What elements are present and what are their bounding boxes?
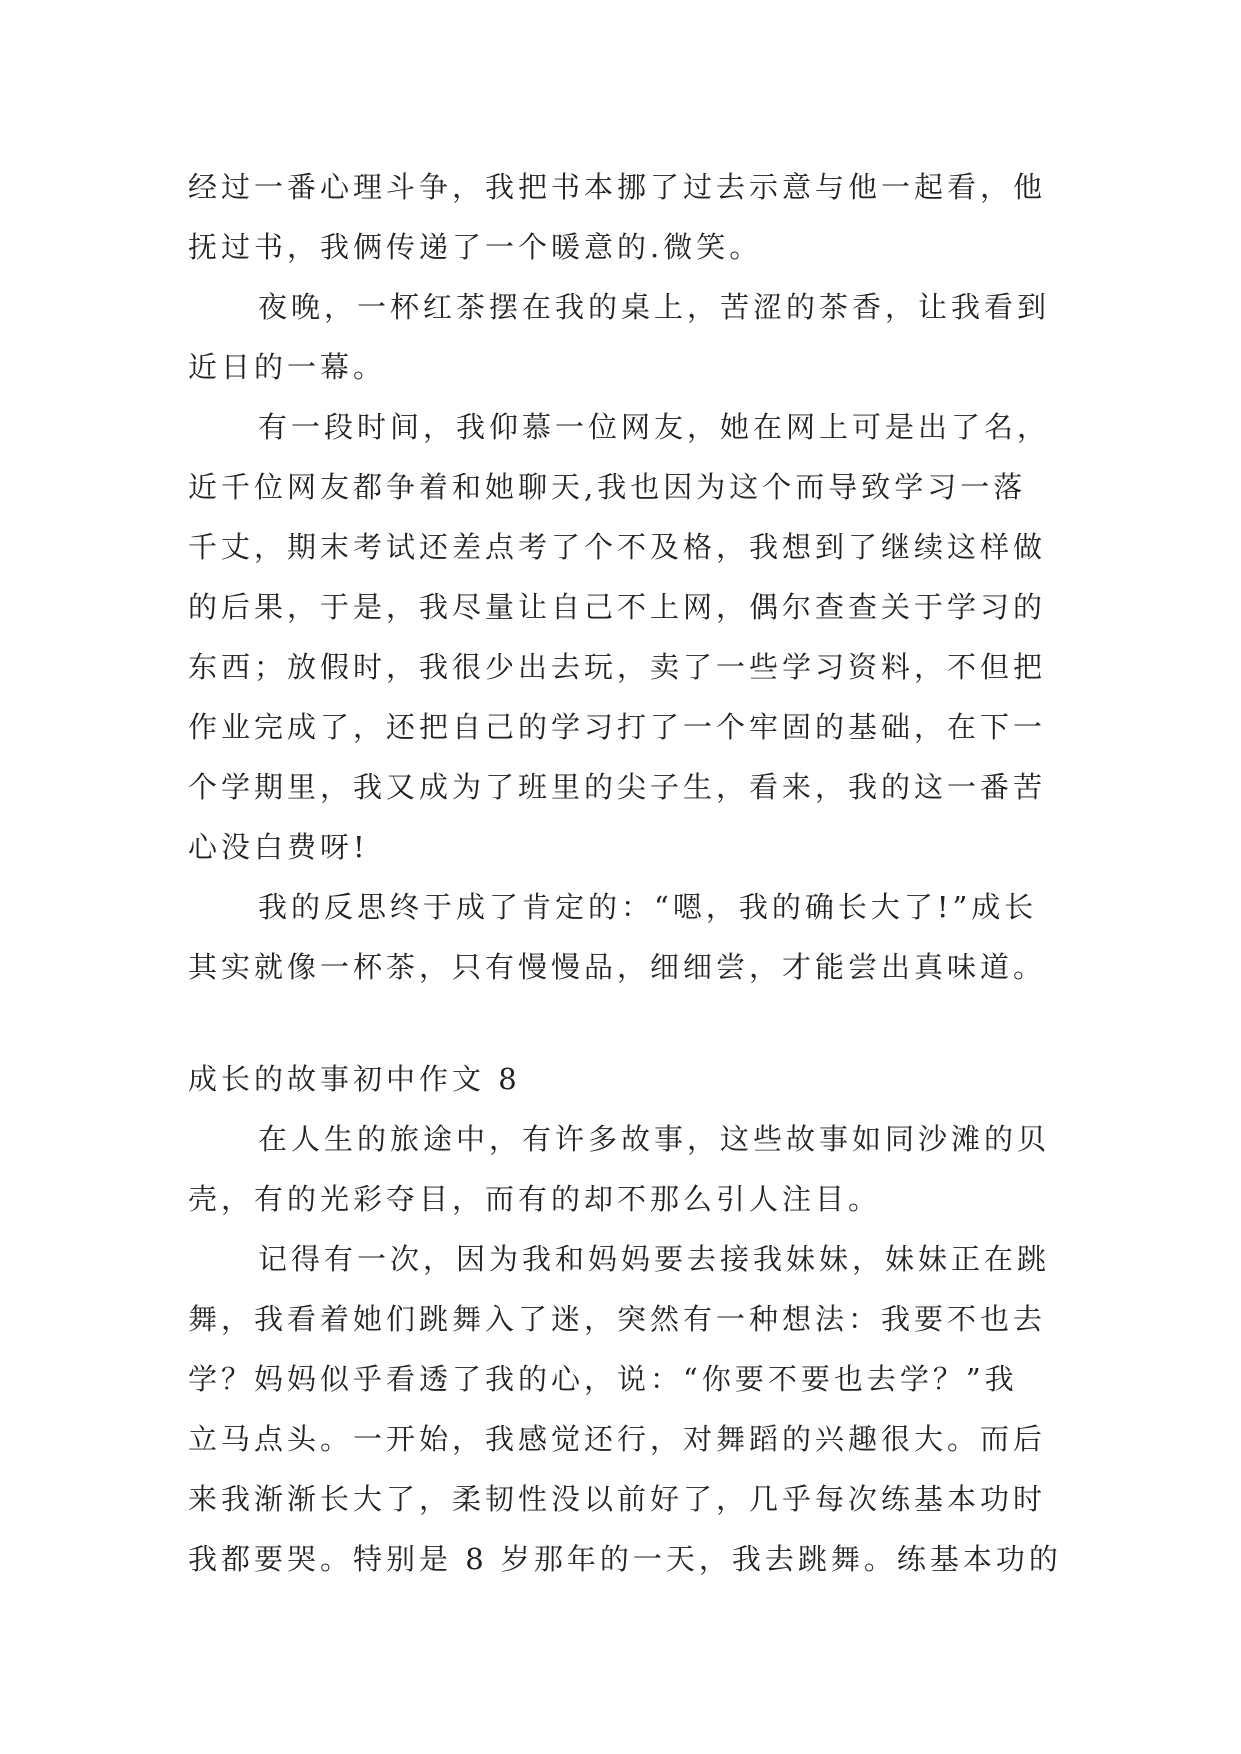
- text-line: 来我渐渐长大了，柔韧性没以前好了，几乎每次练基本功时: [188, 1482, 1047, 1516]
- text-line: 经过一番心理斗争，我把书本挪了过去示意与他一起看，他: [188, 170, 1047, 204]
- text-line: 作业完成了，还把自己的学习打了一个牢固的基础，在下一: [188, 710, 1047, 744]
- text-line: 的后果，于是，我尽量让自己不上网，偶尔查查关于学习的: [188, 590, 1047, 624]
- text-line: 立马点头。一开始，我感觉还行，对舞蹈的兴趣很大。而后: [188, 1422, 1047, 1456]
- text-line: 记得有一次，因为我和妈妈要去接我妹妹，妹妹正在跳: [258, 1242, 1051, 1276]
- text-line: 我都要哭。特别是 8 岁那年的一天，我去跳舞。练基本功的: [188, 1542, 1062, 1576]
- text-line: 东西；放假时，我很少出去玩，卖了一些学习资料，不但把: [188, 650, 1047, 684]
- document-body: [188, 157, 1062, 1589]
- text-line: 在人生的旅途中，有许多故事，这些故事如同沙滩的贝: [258, 1122, 1051, 1156]
- text-line: 舞，我看着她们跳舞入了迷，突然有一种想法：我要不也去: [188, 1302, 1047, 1336]
- text-line: 我的反思终于成了肯定的：“嗯，我的确长大了!”成长: [258, 890, 1038, 924]
- text-line: 近千位网友都争着和她聊天,我也因为这个而导致学习一落: [188, 470, 1027, 504]
- text-line: 其实就像一杯茶，只有慢慢品，细细尝，才能尝出真味道。: [188, 950, 1047, 984]
- text-line: 个学期里，我又成为了班里的尖子生，看来，我的这一番苦: [188, 770, 1047, 804]
- text-line: 千丈，期末考试还差点考了个不及格，我想到了继续这样做: [188, 530, 1047, 564]
- text-line: 有一段时间，我仰慕一位网友，她在网上可是出了名，: [258, 410, 1051, 444]
- text-line: 壳，有的光彩夺目，而有的却不那么引人注目。: [188, 1182, 882, 1216]
- text-line: 学？妈妈似乎看透了我的心，说：“你要不要也去学？”我: [188, 1362, 1018, 1396]
- section-title: 成长的故事初中作文 8: [188, 1062, 521, 1096]
- text-line: 抚过书，我俩传递了一个暖意的.微笑。: [188, 230, 763, 264]
- text-line: 心没白费呀!: [188, 830, 369, 864]
- text-line: 近日的一幕。: [188, 350, 387, 384]
- text-line: 夜晚，一杯红茶摆在我的桌上，苦涩的茶香，让我看到: [258, 290, 1051, 324]
